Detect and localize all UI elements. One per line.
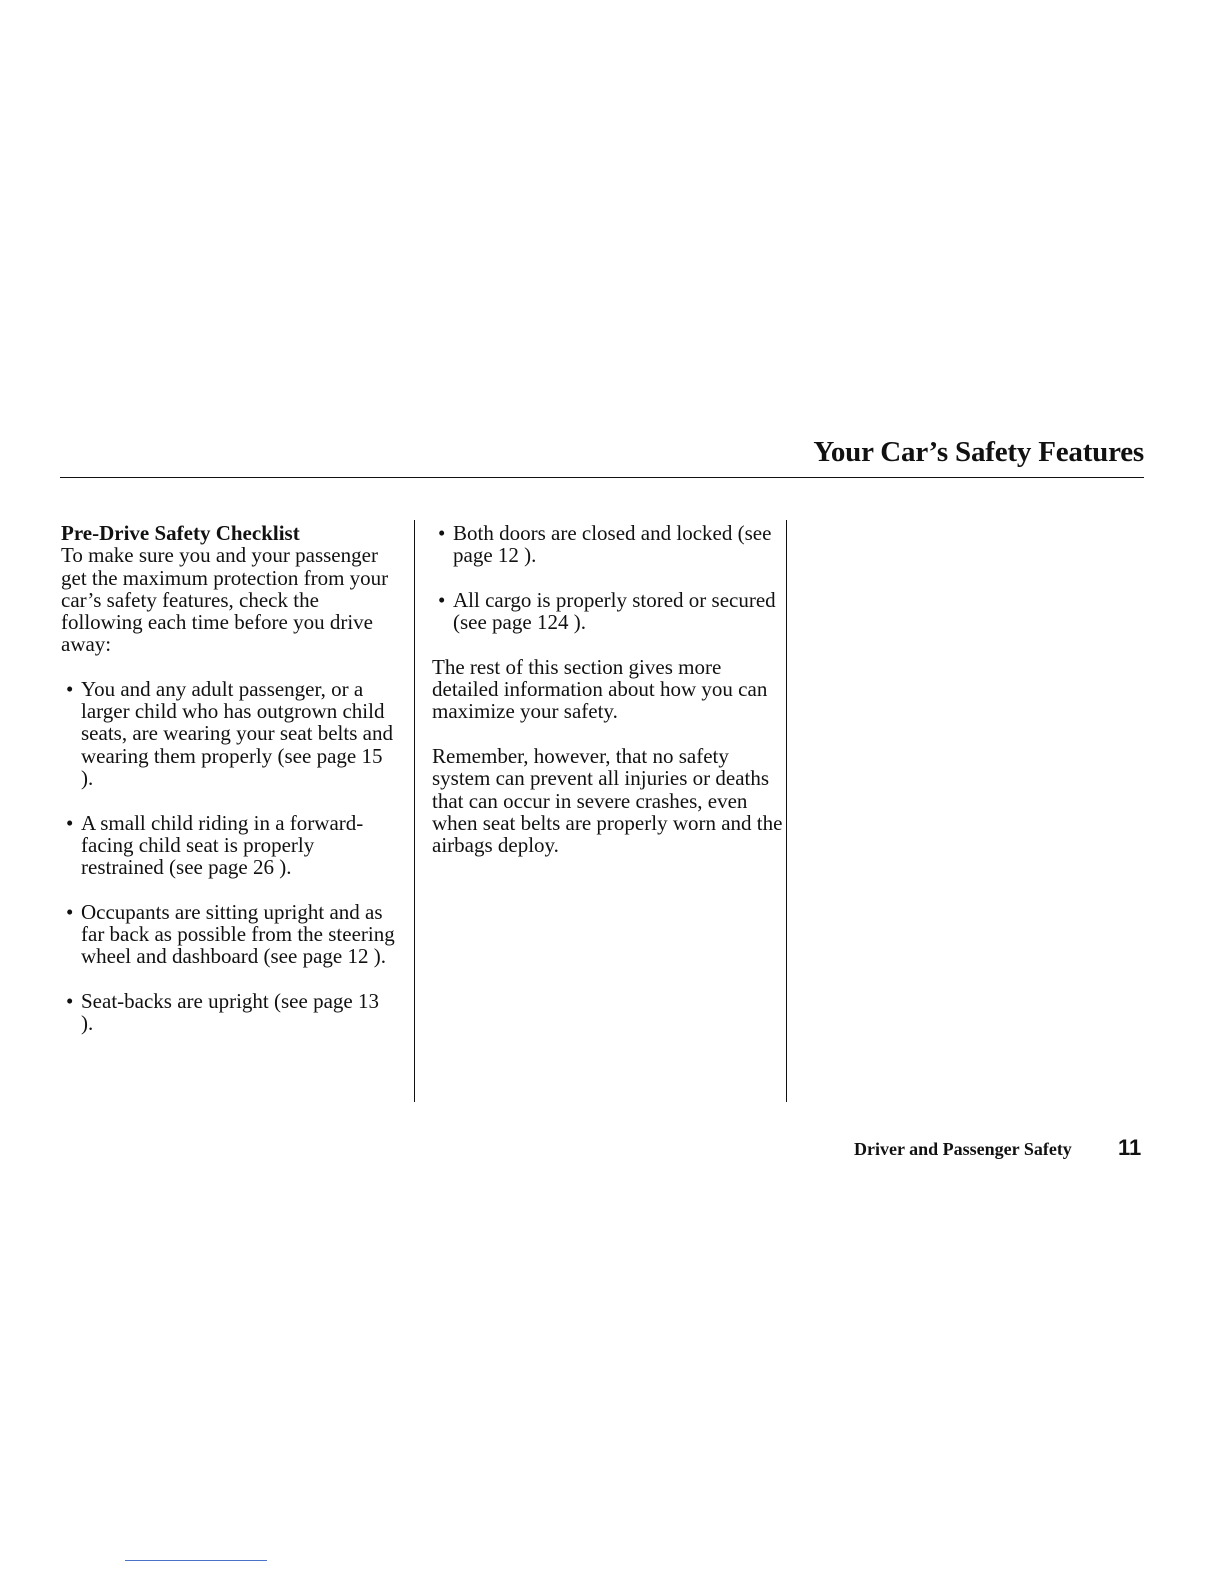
list-item-text: A small child riding in a forward-facing child seat is properly restrained (see page 26 ). [81,810,364,880]
list-item-text: You and any adult passenger, or a larger child who has outgrown child seats, are wearing your seat belts and wearing them properly (see page 15 ). [81,676,393,790]
bullet-icon: • [66,899,74,924]
list-item [61,901,396,968]
body-paragraph: The rest of this section gives more detailed information about how you can maximize your safety. [432,654,768,724]
bottom-rule [125,1560,267,1561]
column-divider [786,520,787,1102]
checklist-list [61,678,396,1035]
list-item-text: Both doors are closed and locked (see page 12 ). [453,521,772,568]
checklist-heading: Pre-Drive Safety Checklist [61,521,300,545]
title-divider [60,477,1144,478]
list-item [432,522,784,567]
page-number: 11 [1118,1135,1142,1160]
list-item-text: All cargo is properly stored or secured (see page 124 ). [453,587,776,635]
footer-section-name: Driver and Passenger Safety [854,1139,1072,1159]
list-item [61,990,396,1035]
checklist-list-continued [432,522,784,633]
column-divider [414,520,415,1102]
middle-column [432,522,784,879]
list-item-text: Seat-backs are upright (see page 13 ). [81,988,379,1036]
left-column [61,522,396,1057]
section-title: Your Car’s Safety Features [813,436,1144,468]
checklist-intro: To make sure you and your passenger get the maximum protection from your car’s safety features, check the following each time before you drive away: [61,543,389,657]
body-paragraph: Remember, however, that no safety system can prevent all injuries or deaths that can occur in severe crashes, even when seat belts are properly worn and the airbags deploy. [432,743,783,858]
list-item-text: Occupants are sitting upright and as far back as possible from the steering wheel and dashboard (see page 12 ). [81,899,395,969]
list-item [61,678,396,789]
bullet-icon: • [438,521,446,545]
list-item [61,812,396,879]
bullet-icon: • [438,587,446,612]
bullet-icon: • [66,676,74,701]
list-item [432,589,784,634]
bullet-icon: • [66,810,74,835]
bullet-icon: • [66,988,74,1013]
